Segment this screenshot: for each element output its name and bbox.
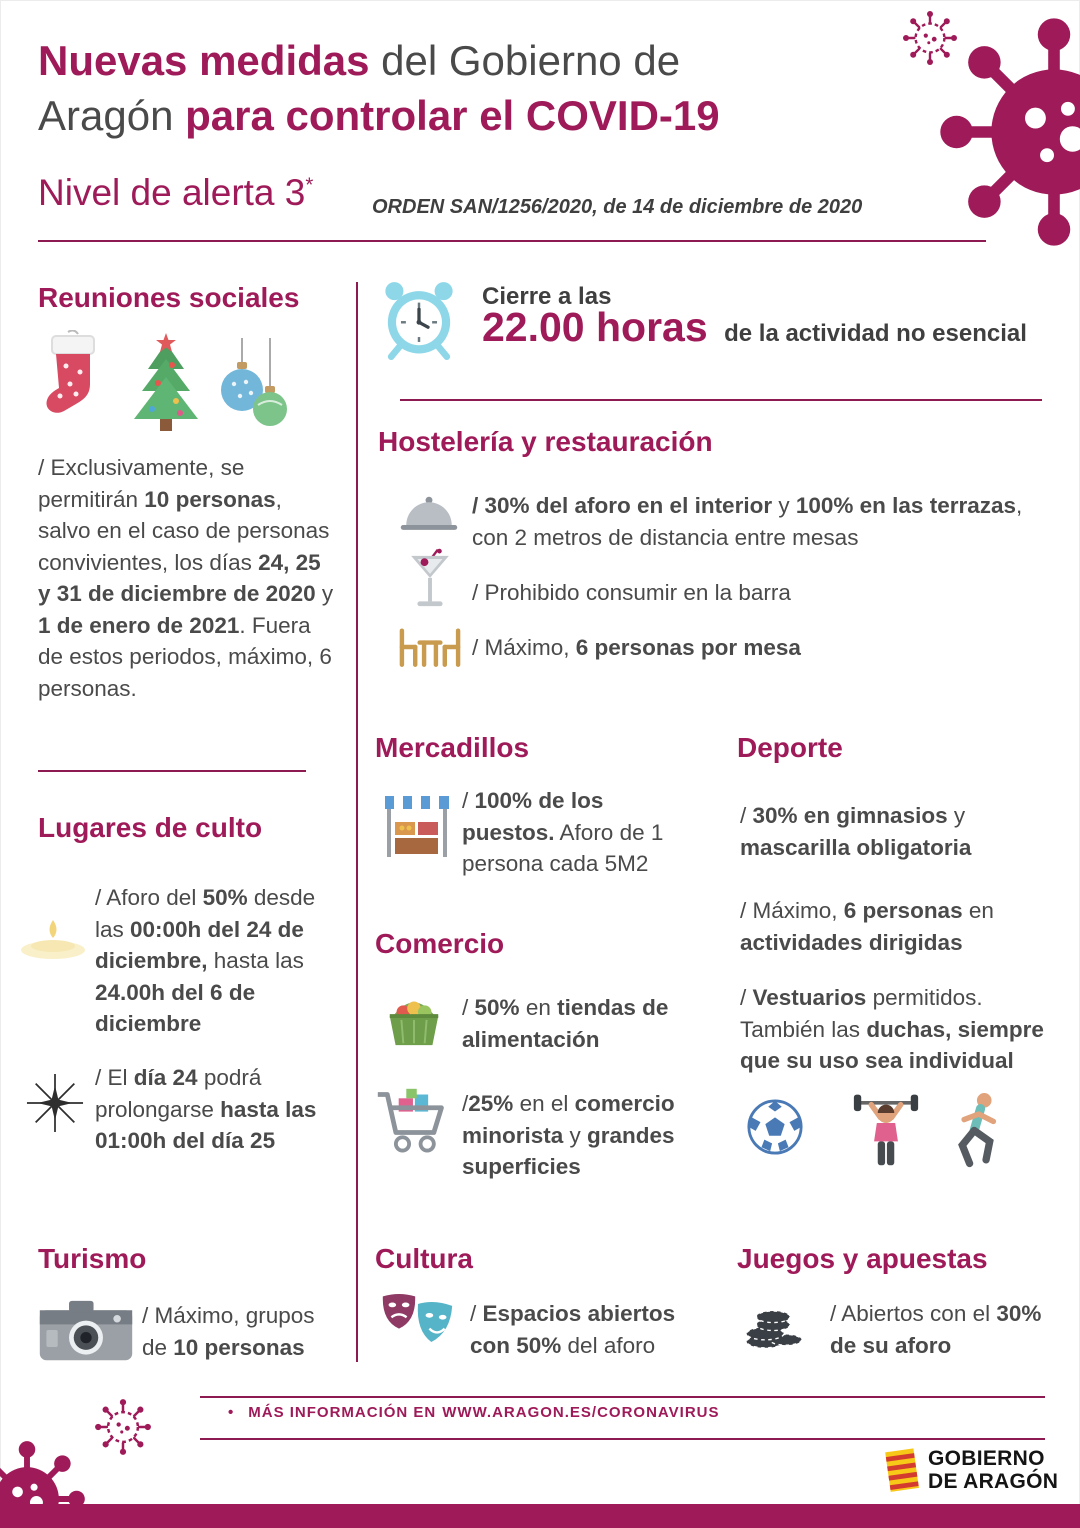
gobierno-aragon-logo: [928, 1447, 1058, 1493]
section-title-deporte: Deporte: [737, 732, 843, 763]
bullet-icon: •: [228, 1404, 235, 1421]
table-chairs-icon: [396, 626, 464, 668]
section-title-turismo: Turismo: [38, 1243, 147, 1274]
cierre-rest: de la actividad no esencial: [724, 320, 1027, 347]
camera-icon: [38, 1298, 134, 1364]
page-title: [38, 34, 898, 143]
aragon-flag-icon: [884, 1446, 922, 1494]
coronavirus-url[interactable]: WWW.ARAGON.ES/CORONAVIRUS: [442, 1404, 720, 1421]
section-title-reuniones: Reuniones sociales: [38, 282, 300, 313]
star-icon: [26, 1072, 84, 1134]
reuniones-body: / Exclusivamente, se permitirán 10 personas, salvo en el caso de personas convivientes, los días 24, 25 y 31 de diciembre de 2020 y 1 de enero de 2021. Fuera de estos periodos, máximo, 6 personas.: [38, 455, 334, 701]
left-divider: [38, 770, 306, 772]
poker-chips-icon: [744, 1294, 806, 1352]
candle-icon: [18, 912, 88, 964]
section-title-juegos: Juegos y apuestas: [737, 1243, 988, 1274]
deporte-item-2: / Máximo, 6 personas en actividades dirigidas: [740, 898, 994, 955]
header-divider: [38, 240, 986, 242]
footer-divider-bottom: [200, 1438, 1045, 1440]
deporte-item-1: / 30% en gimnasios y mascarilla obligatoria: [740, 803, 972, 860]
order-reference: ORDEN SAN/1256/2020, de 14 de diciembre de 2020: [372, 196, 863, 218]
section-title-cultura: Cultura: [375, 1243, 473, 1274]
footer-divider-top: [200, 1396, 1045, 1398]
cultura-body: / Espacios abiertos con 50% del aforo: [470, 1301, 676, 1358]
ornaments-icon: [218, 338, 292, 434]
page-title-line1: Nuevas medidas del Gobierno de: [38, 37, 681, 84]
shopping-cart-icon: [374, 1082, 450, 1164]
turismo-body: / Máximo, grupos de 10 personas: [142, 1303, 315, 1360]
bottom-accent-bar: [0, 1504, 1080, 1528]
hosteleria-item-2: / Prohibido consumir en la barra: [472, 580, 791, 605]
cierre-divider: [400, 399, 1042, 401]
cierre-line: [482, 304, 1027, 351]
section-title-hosteleria: Hostelería y restauración: [378, 426, 713, 457]
christmas-tree-icon: [122, 333, 210, 435]
lugares-item-1: / Aforo del 50% desde las 00:00h del 24 de diciembre, hasta las 24.00h del 6 de diciembre: [95, 885, 316, 1036]
comercio-item-1: / 50% en tiendas de alimentación: [462, 995, 669, 1052]
running-icon: [944, 1092, 1008, 1170]
deporte-item-3: / Vestuarios permitidos. También las duchas, siempre que su uso sea individual: [740, 985, 1044, 1073]
juegos-body: / Abiertos con el 30% de su aforo: [830, 1301, 1042, 1358]
mercadillos-body: / 100% de los puestos. Aforo de 1 persona cada 5M2: [462, 788, 664, 876]
virus-icon-top-large: [938, 16, 1080, 248]
comercio-item-2: /25% en el comercio minorista y grandes superficies: [462, 1091, 675, 1179]
virus-icon-bottom-outline: [92, 1396, 154, 1458]
cierre-hours: 22.00 horas: [482, 304, 708, 350]
cierre-intro: Cierre a las: [482, 283, 612, 310]
stocking-icon: [38, 330, 110, 432]
section-title-comercio: Comercio: [375, 928, 505, 959]
page-title-line2: Aragón para controlar el COVID-19: [38, 91, 720, 139]
food-basket-icon: [382, 988, 446, 1050]
hosteleria-item-1: / 30% del aforo en el interior y 100% en las terrazas, con 2 metros de distancia entre mesas: [472, 493, 1023, 550]
lugares-item-2: / El día 24 podrá prolongarse hasta las 01:00h del día 25: [95, 1065, 317, 1153]
section-title-mercadillos: Mercadillos: [375, 732, 530, 763]
theater-masks-icon: [380, 1292, 456, 1352]
hosteleria-item-3: / Máximo, 6 personas por mesa: [472, 635, 801, 660]
weightlifting-icon: [846, 1090, 926, 1168]
column-divider: [356, 282, 358, 1362]
logo-line-2: DE ARAGÓN: [928, 1470, 1059, 1494]
cloche-icon: [398, 492, 460, 536]
section-title-lugares: Lugares de culto: [38, 812, 263, 843]
market-stall-icon: [382, 790, 452, 862]
alarm-clock-icon: [378, 278, 460, 360]
soccer-ball-icon: [746, 1098, 804, 1156]
cocktail-icon: [408, 542, 452, 620]
logo-line-1: GOBIERNO: [928, 1447, 1045, 1470]
footer-info-text: MÁS INFORMACIÓN EN: [248, 1404, 437, 1421]
footer-info: [228, 1404, 719, 1421]
alert-level: Nivel de alerta 3*: [38, 172, 314, 213]
